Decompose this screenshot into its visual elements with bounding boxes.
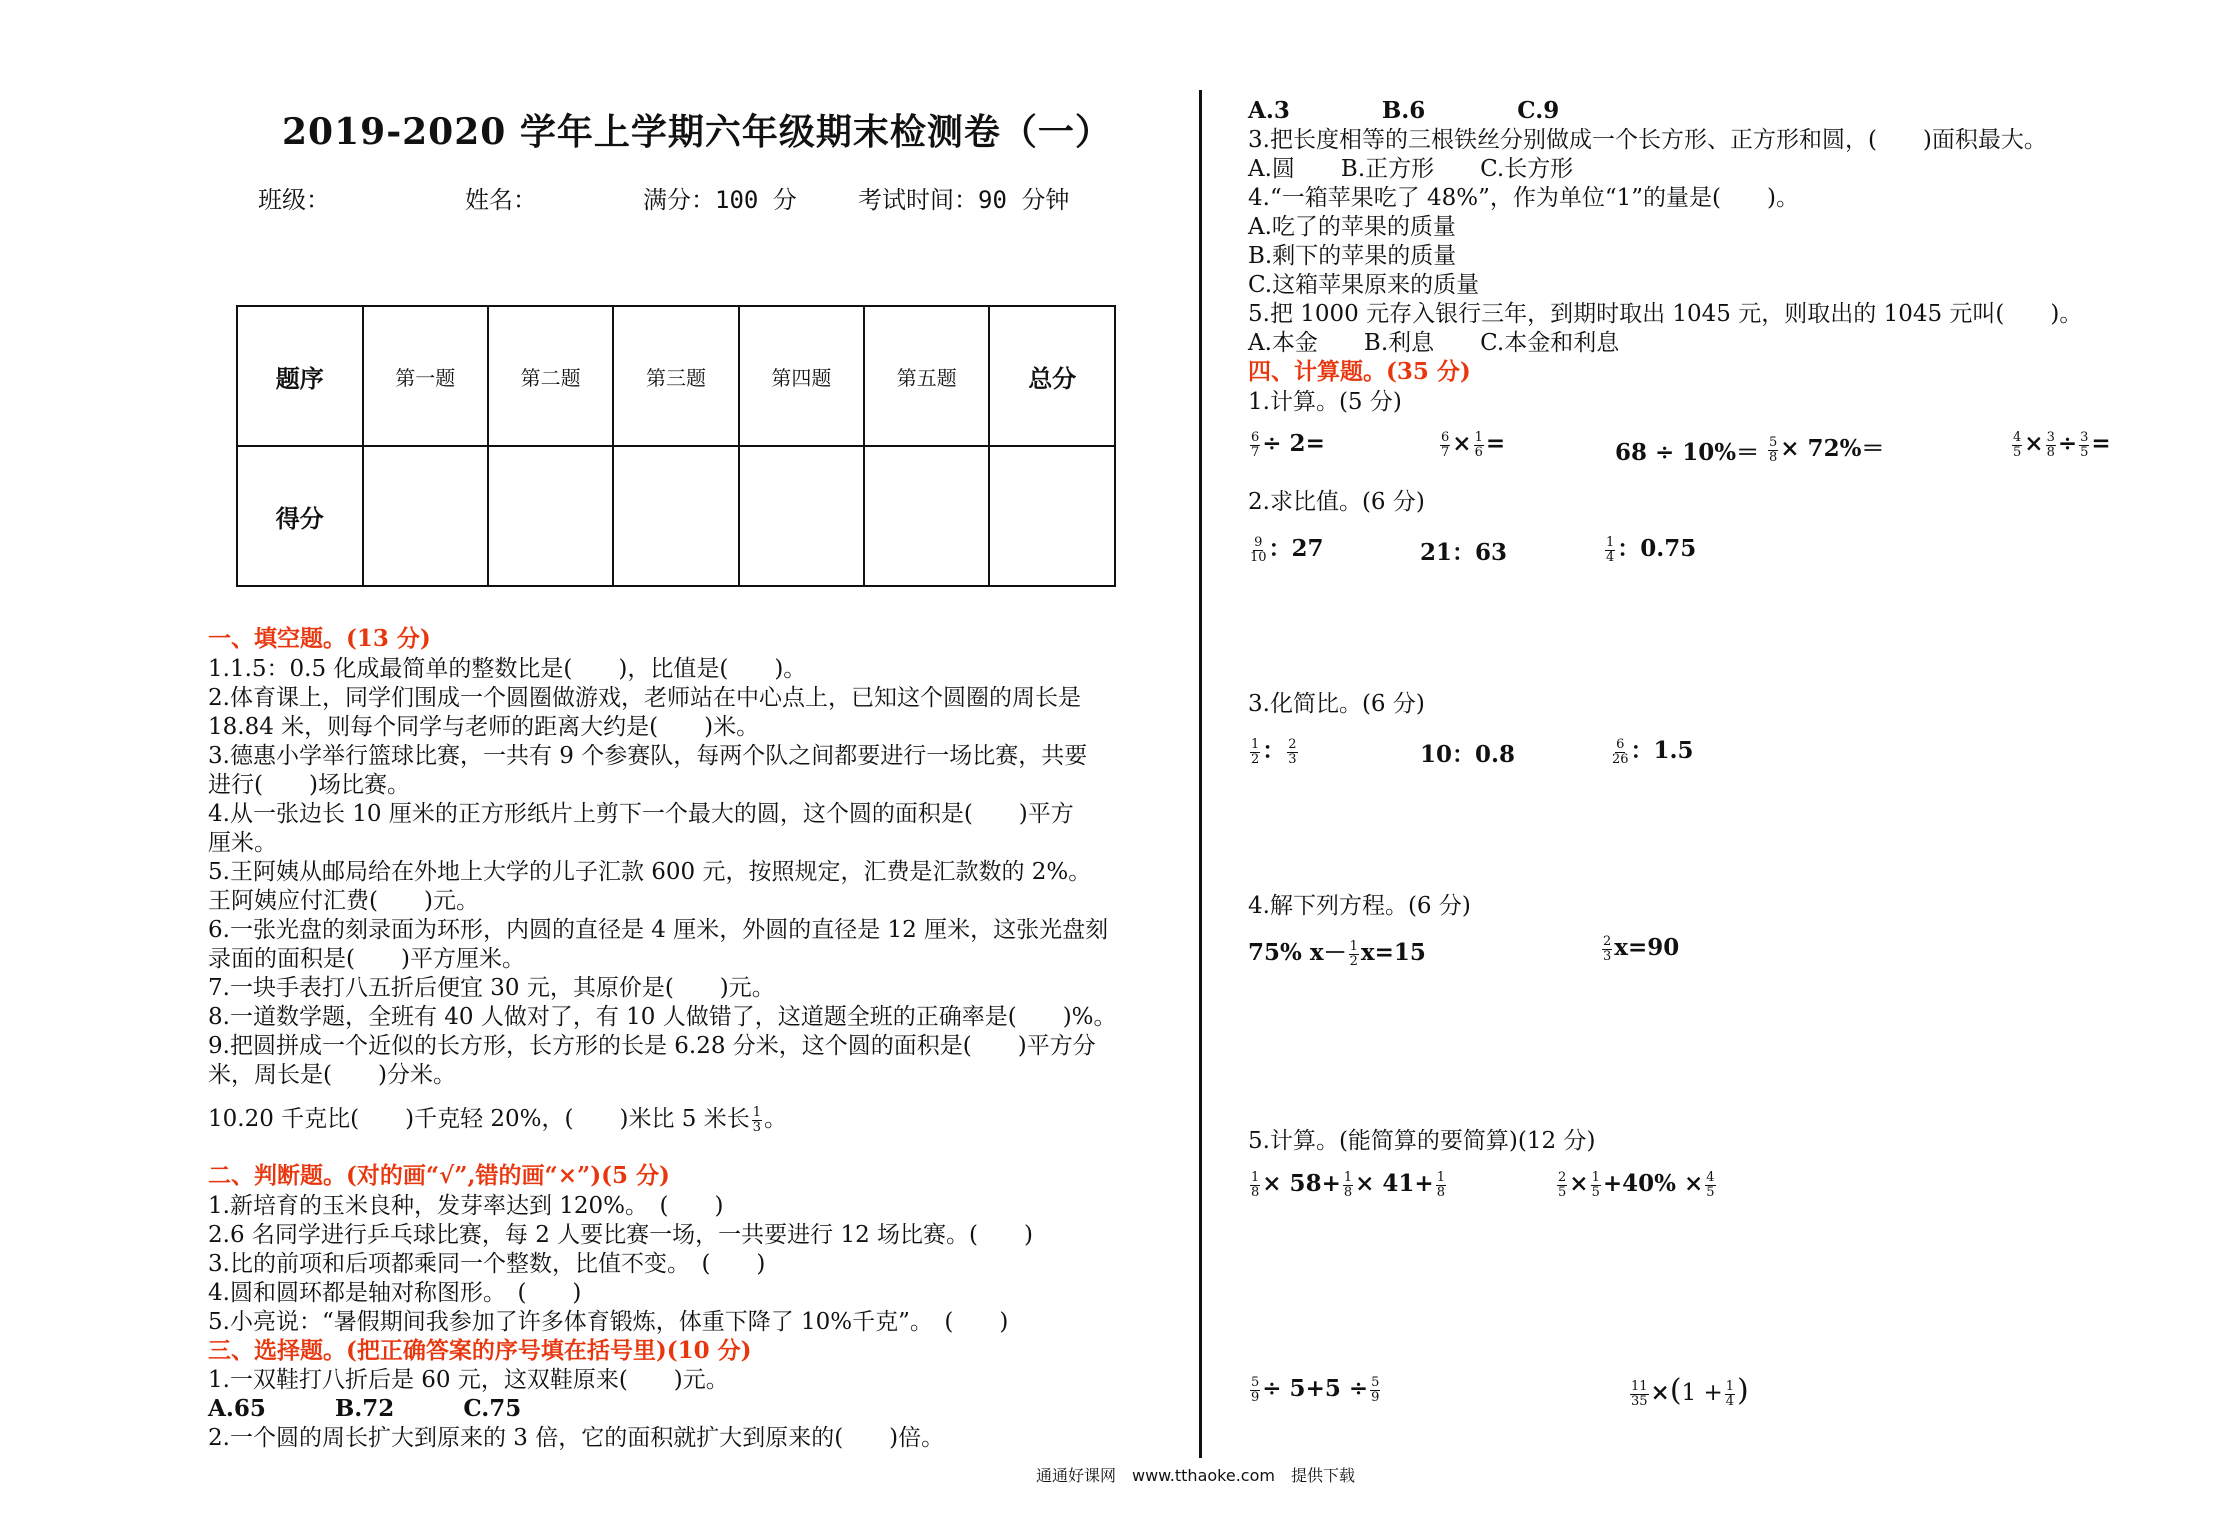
section1-line: 录面的面积是( )平方厘米。 [208,946,525,972]
section1-line: 3.德惠小学举行篮球比赛，一共有 9 个参赛队，每两个队之间都要进行一场比赛，共要 [208,743,1088,769]
score-row-label: 得分 [237,446,363,586]
score-cell[interactable] [989,446,1115,586]
fraction: $\frac{5}{9}$ [1371,1374,1380,1405]
section3-options: A.本金 B.利息 C.本金和利息 [1248,330,1620,356]
fraction: $\frac{4}{5}$ [1706,1169,1715,1200]
calc-q3-label: 3.化简比。(6 分) [1248,691,1425,717]
calc-q4-label: 4.解下列方程。(6 分) [1248,893,1471,919]
section1-line: 厘米。 [208,830,277,856]
fraction: $\frac{1}{2}$ [1251,736,1260,767]
fraction: $\frac{1}{8}$ [1436,1169,1445,1200]
fraction: $\frac{3}{5}$ [2080,429,2089,460]
calc-expression: $\frac{5}{8}$ × 72%＝ [1769,434,1885,465]
section2-heading: 二、判断题。(对的画“√”,错的画“×”)(5 分) [208,1162,670,1189]
full-score: 满分：100 分 [643,186,797,214]
section1-line: 6.一张光盘的刻录面为环形，内圆的直径是 4 厘米，外圆的直径是 12 厘米，这张光盘刻 [208,917,1109,943]
calc-expression: $\frac{5}{9}$ ÷ 5+5 ÷ $\frac{5}{9}$ [1251,1374,1380,1405]
table-header-cell: 第二题 [488,306,613,446]
ratio-expression: 21：63 [1420,539,1508,566]
footer-source: 通通好课网 www.tthaoke.com 提供下载 [1036,1466,1355,1485]
calc-expression: $\frac{1}{8}$ × 58+ $\frac{1}{8}$ × 41+ $\frac{1}{8}$ [1251,1169,1445,1200]
section1-heading: 一、填空题。(13 分) [208,625,431,652]
calc-expression: $\frac{2}{5}$ × $\frac{1}{5}$ +40% × $\frac{4}{5}$ [1558,1169,1715,1200]
table-header-cell: 第三题 [613,306,738,446]
fraction: $\frac{6}{26}$ [1612,736,1629,767]
page-title: 2019-2020 学年上学期六年级期末检测卷（一） [282,111,1112,153]
fraction: $\frac{1}{2}$ [1349,938,1358,969]
section1-line: 8.一道数学题，全班有 40 人做对了，有 10 人做错了，这道题全班的正确率是( )%。 [208,1004,1117,1030]
section2-line: 5.小亮说：“暑假期间我参加了许多体育锻炼，体重下降了 10%千克”。 ( ) [208,1309,1009,1335]
fraction: $\frac{1}{5}$ [1591,1169,1600,1200]
fraction: $\frac{1}{6}$ [1474,429,1483,460]
calc-q5-label: 5.计算。(能简算的要简算)(12 分) [1248,1128,1596,1154]
q10-text: 10.20 千克比( )千克轻 20%，( )米比 5 米长 [208,1106,750,1132]
section3-heading: 三、选择题。(把正确答案的序号填在括号里)(10 分) [208,1337,752,1364]
section1-line: 4.从一张边长 10 厘米的正方形纸片上剪下一个最大的圆，这个圆的面积是( )平方 [208,801,1074,827]
section3-line: 1.一双鞋打八折后是 60 元，这双鞋原来( )元。 [208,1367,729,1393]
fraction: $\frac{3}{8}$ [2046,429,2055,460]
score-cell[interactable] [864,446,989,586]
ratio-expression: $\frac{1}{4}$ ：0.75 [1606,534,1697,565]
fraction: $\frac{2}{5}$ [1558,1169,1567,1200]
calc-expression: $\frac{6}{7}$ ÷ 2= [1251,429,1325,460]
fraction: $\frac{6}{7}$ [1441,429,1450,460]
ratio-expression: $\frac{6}{26}$ ：1.5 [1612,736,1694,767]
name-label: 姓名： [465,186,537,214]
column-divider [1199,90,1202,1458]
section1-line: 米，周长是( )分米。 [208,1062,456,1088]
section3-options: A.吃了的苹果的质量 [1248,214,1456,240]
equation: $\frac{2}{3}$ x=90 [1603,933,1680,964]
section2-line: 4.圆和圆环都是轴对称图形。 ( ) [208,1280,582,1306]
table-header-cell: 总分 [989,306,1115,446]
fraction: $\frac{6}{7}$ [1251,429,1260,460]
calc-expression: 68 ÷ 10%＝ [1615,439,1760,466]
score-cell[interactable] [363,446,488,586]
fraction: $\frac{1}{8}$ [1251,1169,1260,1200]
fraction: $\frac{1}{4}$ [1725,1378,1735,1409]
section3-options: C.这箱苹果原来的质量 [1248,272,1480,298]
exam-time: 考试时间：90 分钟 [858,186,1070,214]
fraction: $\frac{5}{9}$ [1251,1374,1260,1405]
ratio-expression: 10：0.8 [1420,741,1516,768]
fraction: $\frac{4}{5}$ [2013,429,2022,460]
section3-line: 5.把 1000 元存入银行三年，到期时取出 1045 元，则取出的 1045 元叫( )。 [1248,301,2083,327]
class-label: 班级： [258,186,330,214]
ratio-expression: $\frac{9}{10}$ ：27 [1250,534,1324,565]
table-header-cell: 第一题 [363,306,488,446]
score-cell[interactable] [488,446,613,586]
section1-line: 2.体育课上，同学们围成一个圆圈做游戏，老师站在中心点上，已知这个圆圈的周长是 [208,685,1081,711]
fraction: $\frac{2}{3}$ [1288,736,1297,767]
score-table [236,305,1116,587]
score-cell[interactable] [613,446,738,586]
section1-line: 18.84 米，则每个同学与老师的距离大约是( )米。 [208,714,760,740]
section1-q10: 10.20 千克比( )千克轻 20%，( )米比 5 米长 $\frac{1}{3}$ 。 [208,1104,788,1135]
calc-q1-label: 1.计算。(5 分) [1248,389,1402,415]
table-header-cell: 题序 [237,306,363,446]
fraction: $\frac{5}{8}$ [1769,434,1778,465]
section3-line: 3.把长度相等的三根铁丝分别做成一个长方形、正方形和圆，( )面积最大。 [1248,127,2047,153]
equation: 75% x－ $\frac{1}{2}$ x=15 [1248,938,1426,969]
section4-heading: 四、计算题。(35 分) [1248,358,1471,385]
fraction: $\frac{11}{35}$ [1631,1378,1648,1409]
calc-expression: $\frac{4}{5}$ × $\frac{3}{8}$ ÷ $\frac{3}{5}$ = [2013,429,2111,460]
section1-line: 1.1.5：0.5 化成最简单的整数比是( )，比值是( )。 [208,656,807,682]
section3-options: B.剩下的苹果的质量 [1248,243,1457,269]
section2-line: 2.6 名同学进行乒乓球比赛，每 2 人要比赛一场，一共要进行 12 场比赛。( ) [208,1222,1033,1248]
fraction: $\frac{2}{3}$ [1603,933,1612,964]
table-header-cell: 第五题 [864,306,989,446]
section1-line: 9.把圆拼成一个近似的长方形，长方形的长是 6.28 分米，这个圆的面积是( )平方分 [208,1033,1096,1059]
section3-options: A.65 B.72 C.75 [208,1395,522,1422]
section1-line: 7.一块手表打八五折后便宜 30 元，其原价是( )元。 [208,975,775,1001]
section3-options: A.3 B.6 C.9 [1248,97,1560,124]
fraction: $\frac{1}{8}$ [1343,1169,1353,1200]
table-header-cell: 第四题 [739,306,864,446]
section1-line: 进行( )场比赛。 [208,772,410,798]
fraction: $\frac{1}{4}$ [1606,534,1615,565]
section3-options: A.圆 B.正方形 C.长方形 [1248,156,1574,182]
calc-q2-label: 2.求比值。(6 分) [1248,489,1425,515]
section1-line: 5.王阿姨从邮局给在外地上大学的儿子汇款 600 元，按照规定，汇费是汇款数的 2%。 [208,859,1092,885]
score-cell[interactable] [739,446,864,586]
fraction: $\frac{1}{3}$ [752,1104,762,1135]
section3-line: 4.“一箱苹果吃了 48%”，作为单位“1”的量是( )。 [1248,185,1799,211]
ratio-expression: $\frac{1}{2}$ ： $\frac{2}{3}$ [1251,736,1297,767]
fraction: $\frac{9}{10}$ [1250,534,1267,565]
section2-line: 1.新培育的玉米良种，发芽率达到 120%。 ( ) [208,1193,724,1219]
section1-line: 王阿姨应付汇费( )元。 [208,888,479,914]
section2-line: 3.比的前项和后项都乘同一个整数，比值不变。 ( ) [208,1251,766,1277]
section3-line: 2.一个圆的周长扩大到原来的 3 倍，它的面积就扩大到原来的( )倍。 [208,1425,945,1451]
calc-expression: $\frac{6}{7}$ × $\frac{1}{6}$ = [1441,429,1506,460]
calc-expression: $\frac{11}{35}$ ×(1 + $\frac{1}{4}$ ) [1631,1373,1749,1409]
